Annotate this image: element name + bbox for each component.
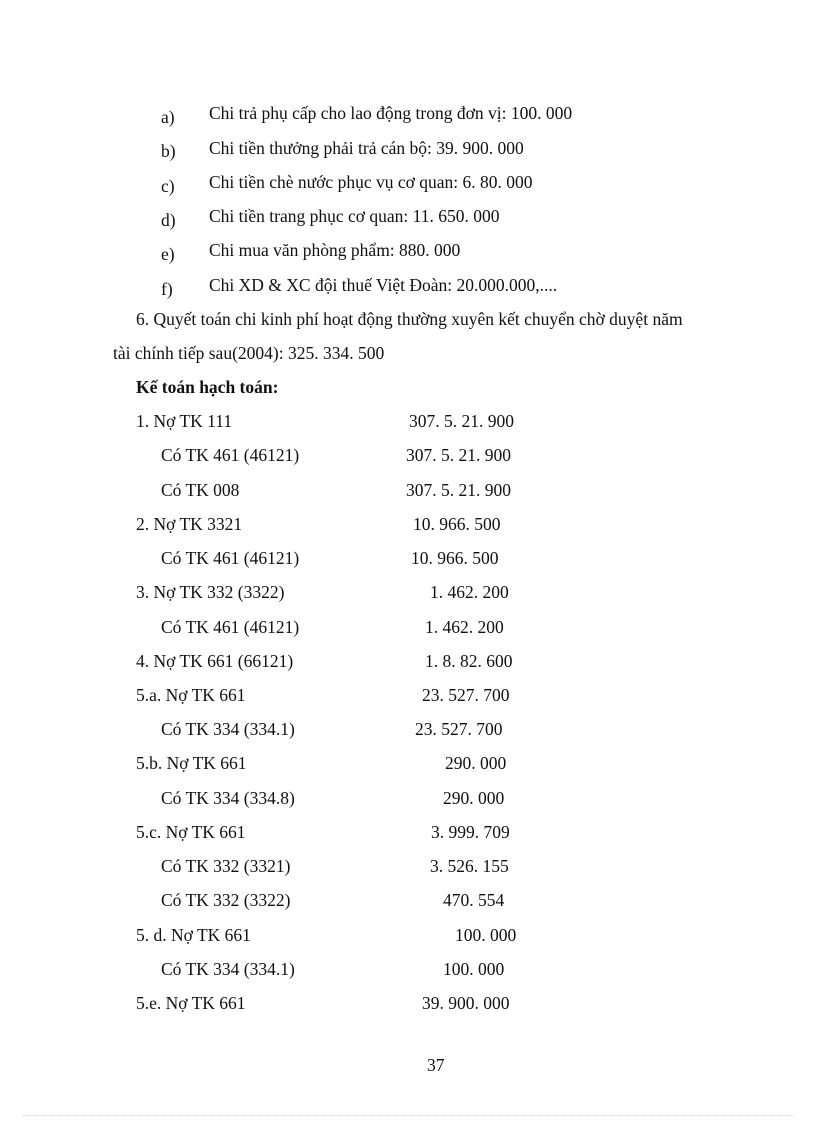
paragraph-line-1: 6. Quyết toán chi kinh phí hoạt động thường xuyên kết chuyển chờ duyệt năm <box>136 309 683 329</box>
page-border-line <box>22 1115 794 1116</box>
list-text: Chi trả phụ cấp cho lao động trong đơn vị: 100. 000 <box>209 103 573 123</box>
entry-amount: 3. 999. 709 <box>431 822 510 842</box>
entry-amount: 39. 900. 000 <box>422 993 510 1013</box>
entry-label: Có TK 461 (46121) <box>161 445 300 465</box>
entry-amount: 100. 000 <box>455 925 517 945</box>
list-text: Chi mua văn phòng phẩm: 880. 000 <box>209 240 461 260</box>
entry-label: Có TK 461 (46121) <box>161 548 300 568</box>
entry-amount: 307. 5. 21. 900 <box>406 445 511 465</box>
entry-amount: 470. 554 <box>443 890 505 910</box>
entry-amount: 1. 462. 200 <box>425 617 504 637</box>
entry-label: Có TK 461 (46121) <box>161 617 300 637</box>
list-marker: b) <box>161 141 176 161</box>
entry-label: 5.c. Nợ TK 661 <box>136 822 246 842</box>
entry-label: Có TK 334 (334.1) <box>161 959 295 979</box>
entry-label: 5.e. Nợ TK 661 <box>136 993 246 1013</box>
entry-amount: 1. 8. 82. 600 <box>425 651 513 671</box>
list-marker: c) <box>161 176 175 196</box>
list-marker: a) <box>161 107 175 127</box>
entry-amount: 100. 000 <box>443 959 505 979</box>
entry-label: Có TK 332 (3322) <box>161 890 291 910</box>
entry-label: 4. Nợ TK 661 (66121) <box>136 651 294 671</box>
entry-amount: 290. 000 <box>445 753 507 773</box>
list-text: Chi tiền trang phục cơ quan: 11. 650. 000 <box>209 206 500 226</box>
entry-amount: 1. 462. 200 <box>430 582 509 602</box>
section-heading: Kế toán hạch toán: <box>136 377 279 397</box>
entry-label: Có TK 334 (334.1) <box>161 719 295 739</box>
entry-amount: 23. 527. 700 <box>415 719 503 739</box>
entry-label: 3. Nợ TK 332 (3322) <box>136 582 285 602</box>
entry-amount: 23. 527. 700 <box>422 685 510 705</box>
list-marker: e) <box>161 244 175 264</box>
list-marker: f) <box>161 279 173 299</box>
entry-label: 5.b. Nợ TK 661 <box>136 753 247 773</box>
entry-amount: 307. 5. 21. 900 <box>406 480 511 500</box>
entry-amount: 307. 5. 21. 900 <box>409 411 514 431</box>
entry-amount: 10. 966. 500 <box>413 514 501 534</box>
entry-label: 1. Nợ TK 111 <box>136 411 233 431</box>
list-text: Chi tiền chè nước phục vụ cơ quan: 6. 80. 000 <box>209 172 533 192</box>
entry-label: Có TK 008 <box>161 480 240 500</box>
paragraph-line-2: tài chính tiếp sau(2004): 325. 334. 500 <box>113 343 385 363</box>
entry-amount: 290. 000 <box>443 788 505 808</box>
entry-label: 5. d. Nợ TK 661 <box>136 925 251 945</box>
entry-amount: 10. 966. 500 <box>411 548 499 568</box>
entry-label: Có TK 334 (334.8) <box>161 788 295 808</box>
entry-label: 2. Nợ TK 3321 <box>136 514 243 534</box>
entry-label: 5.a. Nợ TK 661 <box>136 685 246 705</box>
list-text: Chi XD & XC đội thuế Việt Đoàn: 20.000.000,.... <box>209 275 558 295</box>
list-marker: d) <box>161 210 176 230</box>
page-number: 37 <box>427 1055 445 1075</box>
list-text: Chi tiền thưởng phải trả cán bộ: 39. 900. 000 <box>209 138 524 158</box>
entry-amount: 3. 526. 155 <box>430 856 509 876</box>
entry-label: Có TK 332 (3321) <box>161 856 291 876</box>
